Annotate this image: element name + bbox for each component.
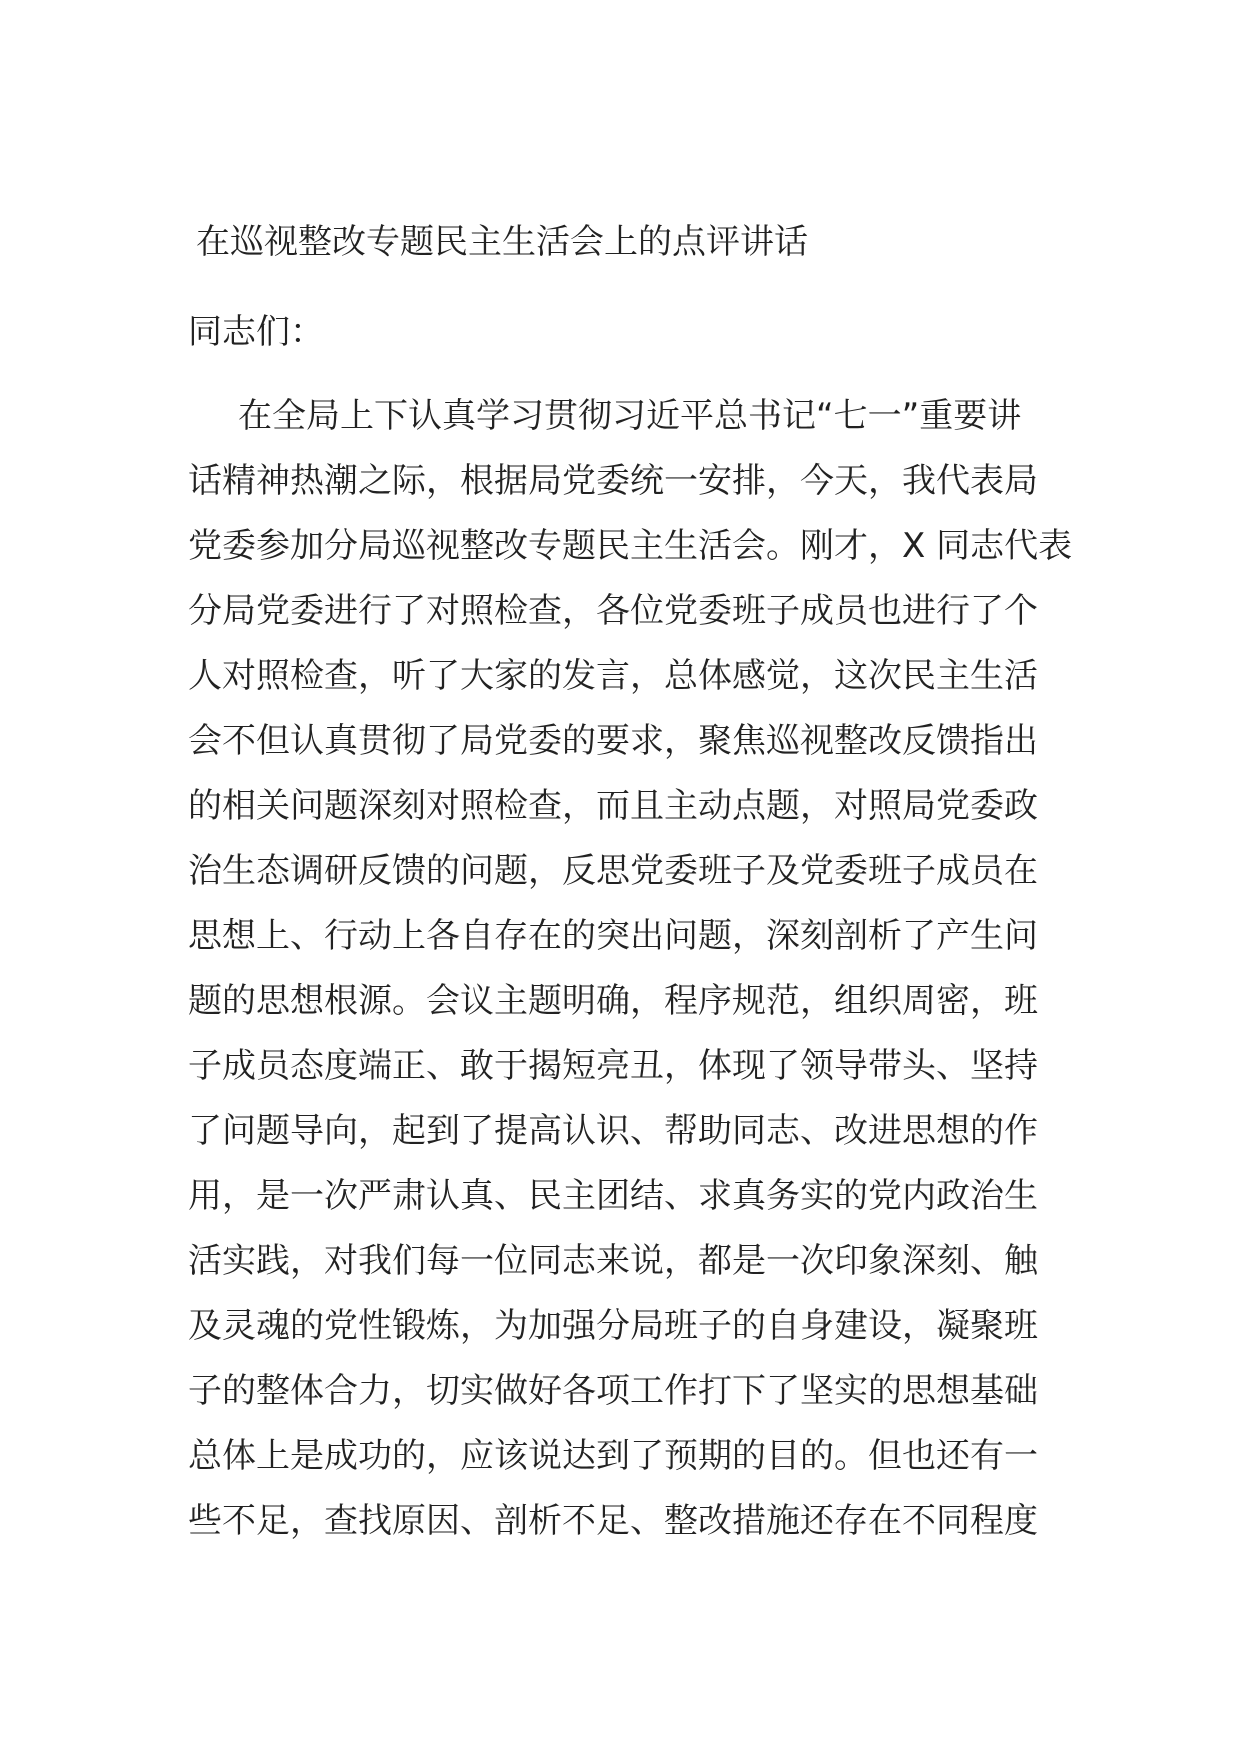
body-line: 题的思想根源。会议主题明确，程序规范，组织周密，班 xyxy=(188,981,1038,1021)
body-line: 的相关问题深刻对照检查，而且主动点题，对照局党委政 xyxy=(188,786,1038,826)
body-line: 在全局上下认真学习贯彻习近平总书记“七一”重要讲 xyxy=(238,396,1022,436)
body-line: 子成员态度端正、敢于揭短亮丑，体现了领导带头、坚持 xyxy=(188,1046,1038,1086)
body-line: 思想上、行动上各自存在的突出问题，深刻剖析了产生问 xyxy=(188,916,1038,956)
body-paragraph xyxy=(188,390,1073,1560)
body-line: 党委参加分局巡视整改专题民主生活会。刚才，X 同志代表 xyxy=(188,526,1073,566)
document-title: 在巡视整改专题民主生活会上的点评讲话 xyxy=(196,222,808,262)
body-line: 了问题导向，起到了提高认识、帮助同志、改进思想的作 xyxy=(188,1111,1038,1151)
salutation: 同志们： xyxy=(188,312,324,352)
body-line: 分局党委进行了对照检查，各位党委班子成员也进行了个 xyxy=(188,591,1038,631)
body-line: 子的整体合力，切实做好各项工作打下了坚实的思想基础 xyxy=(188,1371,1038,1411)
body-line: 用，是一次严肃认真、民主团结、求真务实的党内政治生 xyxy=(188,1176,1038,1216)
body-line: 人对照检查，听了大家的发言，总体感觉，这次民主生活 xyxy=(188,656,1038,696)
body-line: 话精神热潮之际，根据局党委统一安排，今天，我代表局 xyxy=(188,461,1038,501)
body-line: 治生态调研反馈的问题，反思党委班子及党委班子成员在 xyxy=(188,851,1038,891)
body-line: 活实践，对我们每一位同志来说，都是一次印象深刻、触 xyxy=(188,1241,1038,1281)
body-line: 些不足，查找原因、剖析不足、整改措施还存在不同程度 xyxy=(188,1501,1038,1541)
body-line: 会不但认真贯彻了局党委的要求，聚焦巡视整改反馈指出 xyxy=(188,721,1038,761)
body-line: 及灵魂的党性锻炼，为加强分局班子的自身建设，凝聚班 xyxy=(188,1306,1038,1346)
body-line: 总体上是成功的，应该说达到了预期的目的。但也还有一 xyxy=(188,1436,1038,1476)
